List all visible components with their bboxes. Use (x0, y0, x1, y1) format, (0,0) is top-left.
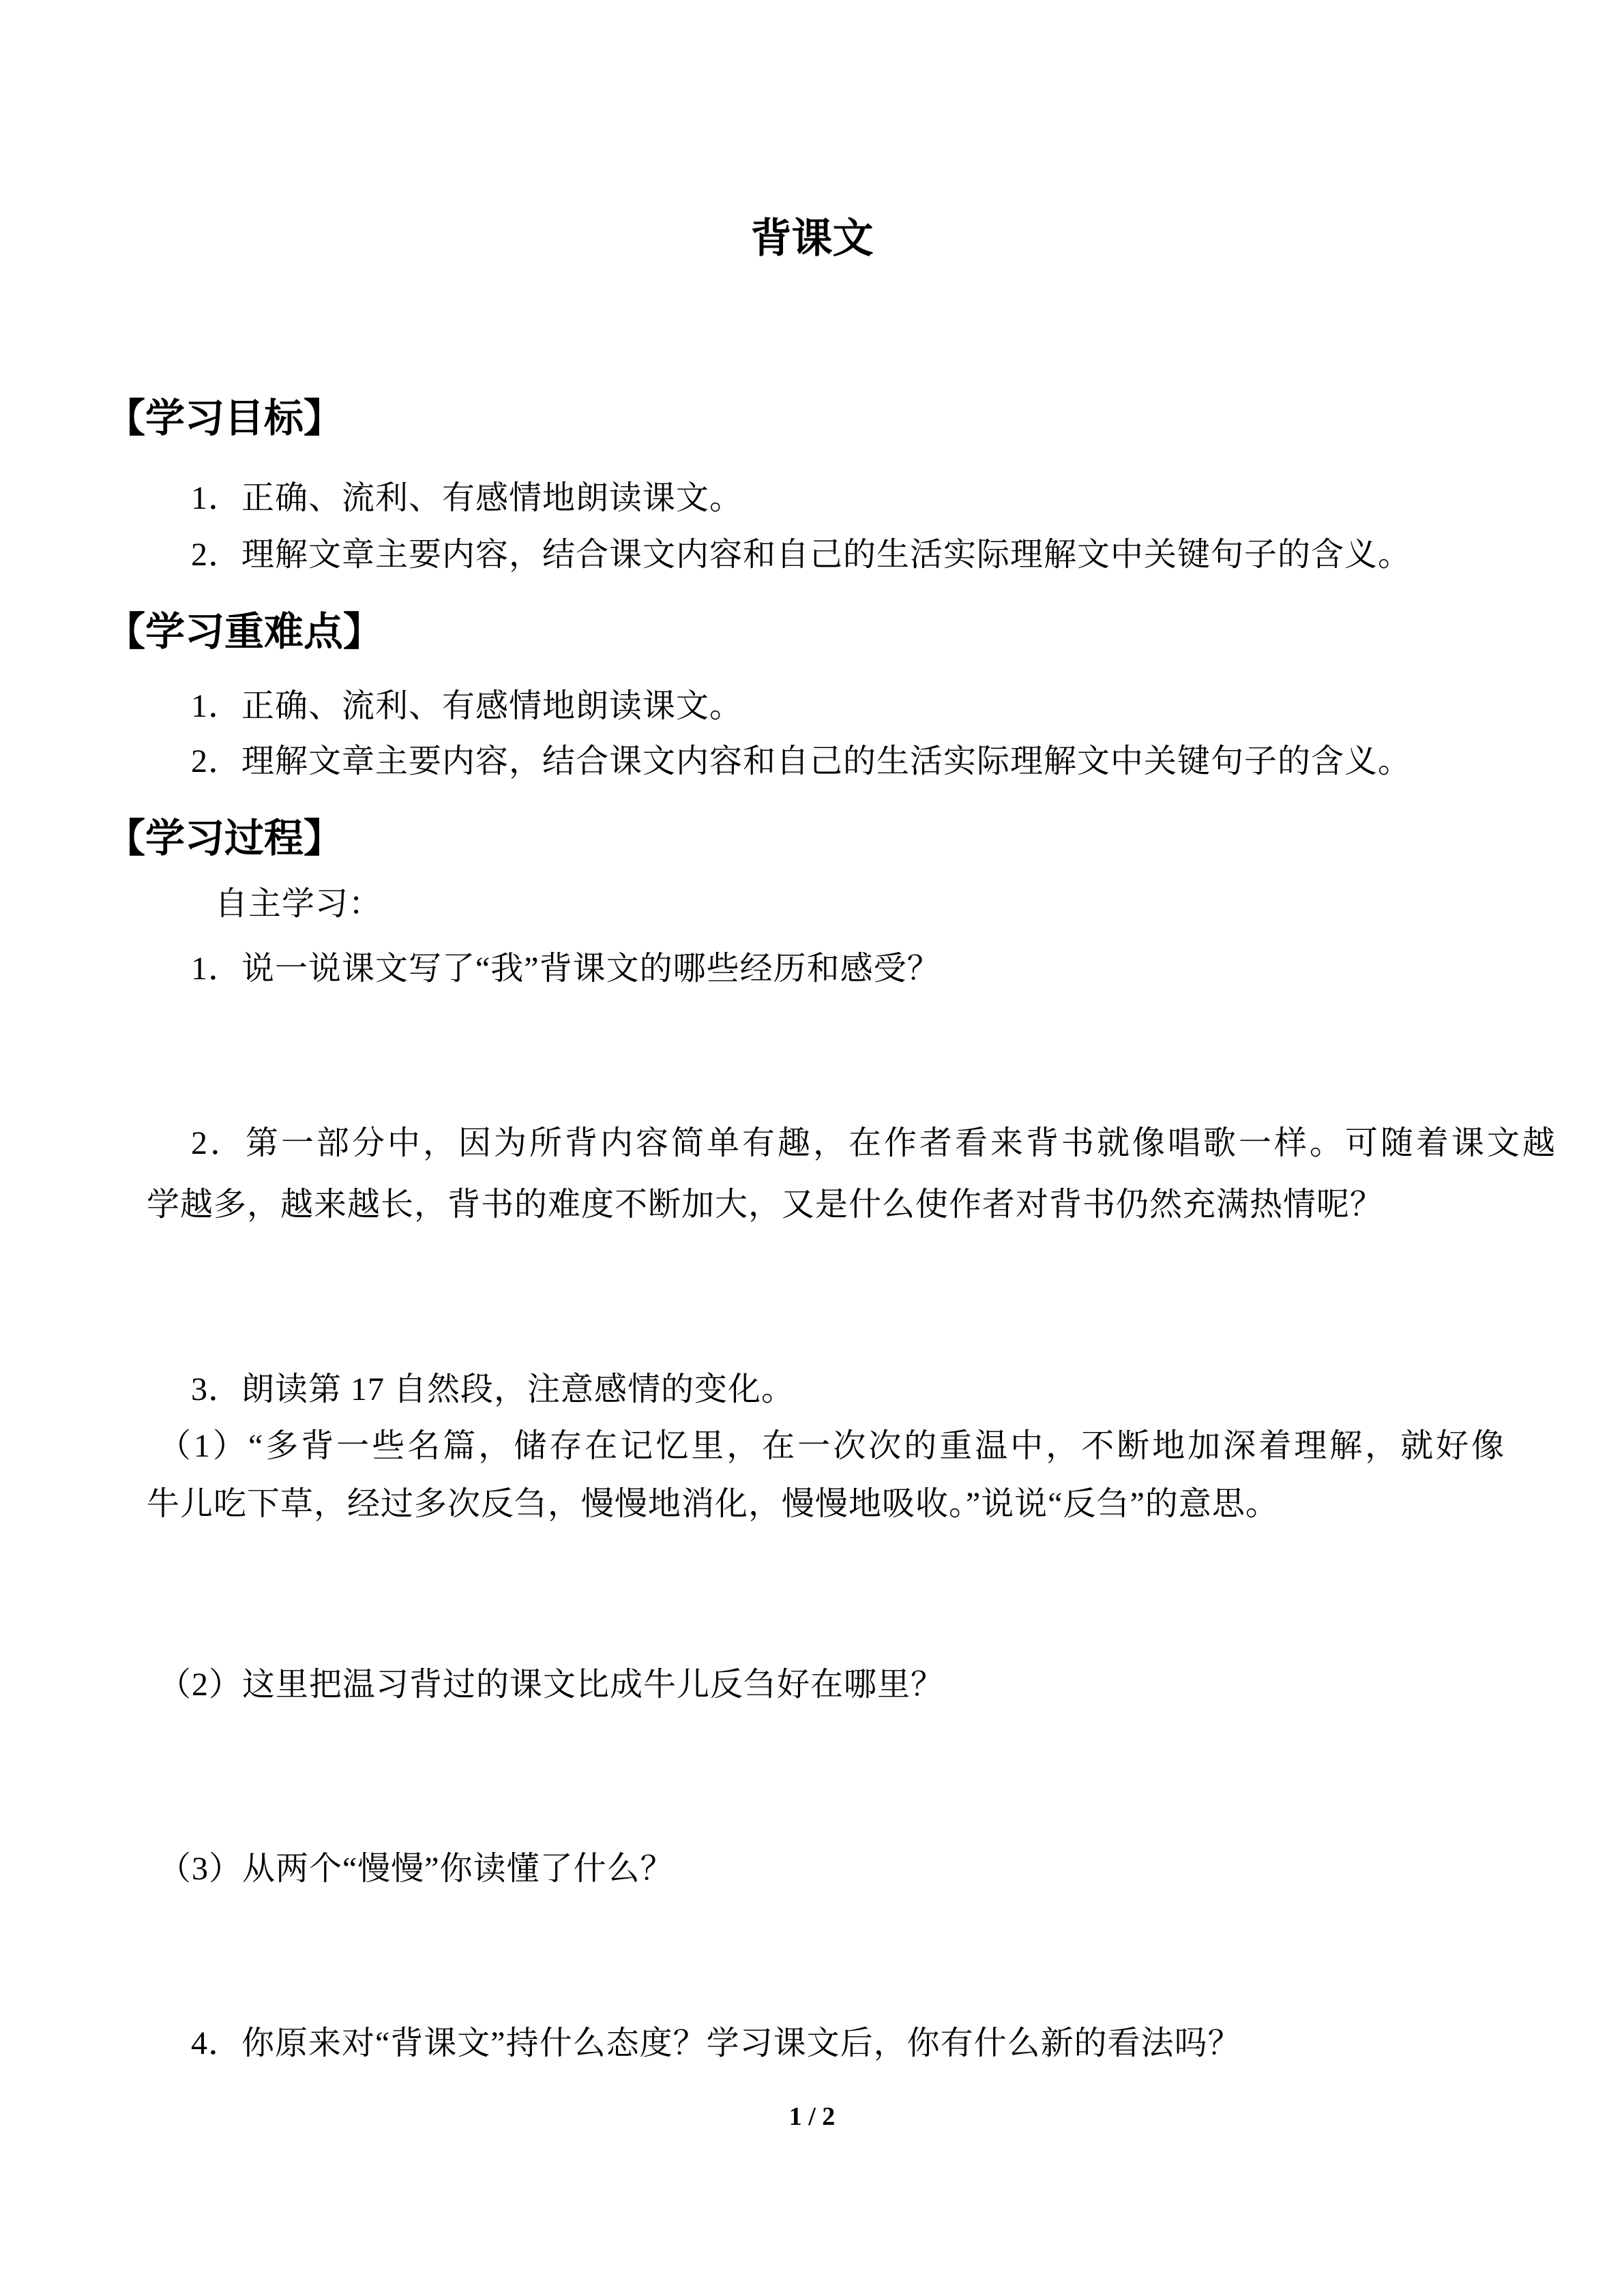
question-3-sub-1-line-1: （1）“多背一些名篇，储存在记忆里，在一次次的重温中，不断地加深着理解，就好像 (158, 1428, 1507, 1464)
page-number: 1 / 2 (788, 2102, 836, 2131)
page-title: 背课文 (750, 215, 874, 263)
question-2-line-2: 学越多，越来越长，背书的难度不断加大，又是什么使作者对背书仍然充满热情呢？ (147, 1187, 1384, 1223)
question-3-sub-3: （3）从两个“慢慢”你读懂了什么？ (158, 1851, 674, 1887)
objective-item-1: 1．正确、流利、有感情地朗读课文。 (191, 480, 743, 516)
key-point-item-1: 1．正确、流利、有感情地朗读课文。 (191, 688, 743, 724)
question-3-sub-1-line-2: 牛儿吃下草，经过多次反刍，慢慢地消化，慢慢地吸收。”说说“反刍”的意思。 (147, 1486, 1279, 1522)
objective-item-2: 2．理解文章主要内容，结合课文内容和自己的生活实际理解文中关键句子的含义。 (191, 537, 1412, 573)
process-subheading-self-study: 自主学习： (215, 886, 383, 922)
section-heading-objectives: 【学习目标】 (106, 395, 344, 441)
question-3: 3．朗读第 17 自然段，注意感情的变化。 (191, 1371, 795, 1407)
question-3-sub-2: （2）这里把温习背过的课文比成牛儿反刍好在哪里？ (158, 1667, 945, 1703)
section-heading-process: 【学习过程】 (106, 815, 344, 861)
question-2-line-1: 2．第一部分中，因为所背内容简单有趣，在作者看来背书就像唱歌一样。可随着课文越 (191, 1125, 1559, 1161)
key-point-item-2: 2．理解文章主要内容，结合课文内容和自己的生活实际理解文中关键句子的含义。 (191, 743, 1412, 779)
section-heading-key-points: 【学习重难点】 (106, 608, 383, 655)
question-4: 4．你原来对“背课文”持什么态度？学习课文后，你有什么新的看法吗？ (191, 2025, 1241, 2061)
question-1: 1．说一说课文写了“我”背课文的哪些经历和感受？ (191, 951, 941, 987)
